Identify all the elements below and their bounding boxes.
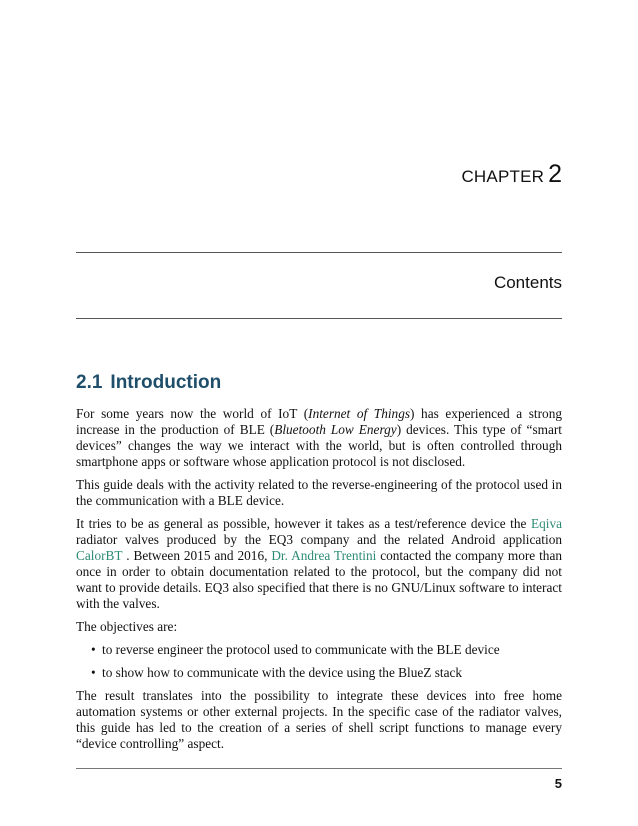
bullet-icon: • xyxy=(91,642,96,657)
list-item-text: to show how to communicate with the device using the BlueZ stack xyxy=(102,665,463,680)
paragraph-guide: This guide deals with the activity related to the reverse-engineering of the protocol used in the communication with a BLE device. xyxy=(76,477,562,508)
paragraph-text: For some years now the world of IoT ( xyxy=(76,406,309,421)
paragraph-result: The result translates into the possibility to integrate these devices into free home automation systems or other external projects. In the specific case of the radiator valves, this guide has led to the creation of a series of shell script functions to manage every “device controlling” aspect. xyxy=(76,688,562,751)
paragraph-reference xyxy=(76,516,562,612)
italic-term: Bluetooth Low Energy xyxy=(274,422,397,437)
footer-divider xyxy=(76,768,562,769)
bullet-icon: • xyxy=(91,665,96,680)
paragraph-text: radiator valves produced by the EQ3 company and the related Android application xyxy=(76,532,562,547)
paragraph-text: ) devices. This type of “smart devices” changes the way we interact with the world, but is often controlled through smartphone apps or software whose application protocol is not disclosed. xyxy=(76,422,562,469)
objectives-list xyxy=(76,642,562,681)
list-item xyxy=(91,642,562,658)
chapter-heading xyxy=(461,160,562,189)
list-item-text: to reverse engineer the protocol used to communicate with the BLE device xyxy=(102,642,500,657)
body-text xyxy=(76,406,562,759)
paragraph-text: . Between 2015 and 2016, xyxy=(122,548,272,563)
chapter-number: 2 xyxy=(548,160,562,188)
top-divider xyxy=(76,252,562,253)
section-number: 2.1 xyxy=(76,372,103,393)
contents-divider xyxy=(76,318,562,319)
page-number: 5 xyxy=(554,776,562,791)
link-andrea-trentini[interactable]: Dr. Andrea Trentini xyxy=(271,548,377,563)
paragraph-objectives: The objectives are: xyxy=(76,619,178,634)
paragraph-text: contacted the company more than once in order to obtain documentation related to the protocol, but the company did not want to provide details. EQ3 also specified that there is no GNU/Linux software to interact with the valves. xyxy=(76,548,562,611)
link-eqiva[interactable]: Eqiva xyxy=(530,516,562,531)
section-heading xyxy=(76,372,221,394)
paragraph-text: ) has experienced a strong increase in the production of BLE ( xyxy=(76,406,562,437)
paragraph-intro xyxy=(76,406,562,470)
chapter-label: CHAPTER xyxy=(461,167,545,186)
italic-term: Internet of Things xyxy=(308,406,411,421)
section-title: Introduction xyxy=(110,372,222,393)
paragraph-text: It tries to be as general as possible, however it takes as a test/reference device the xyxy=(76,516,531,531)
link-calorbt[interactable]: CalorBT xyxy=(76,548,123,563)
list-item xyxy=(91,665,562,681)
contents-title: Contents xyxy=(493,273,562,292)
